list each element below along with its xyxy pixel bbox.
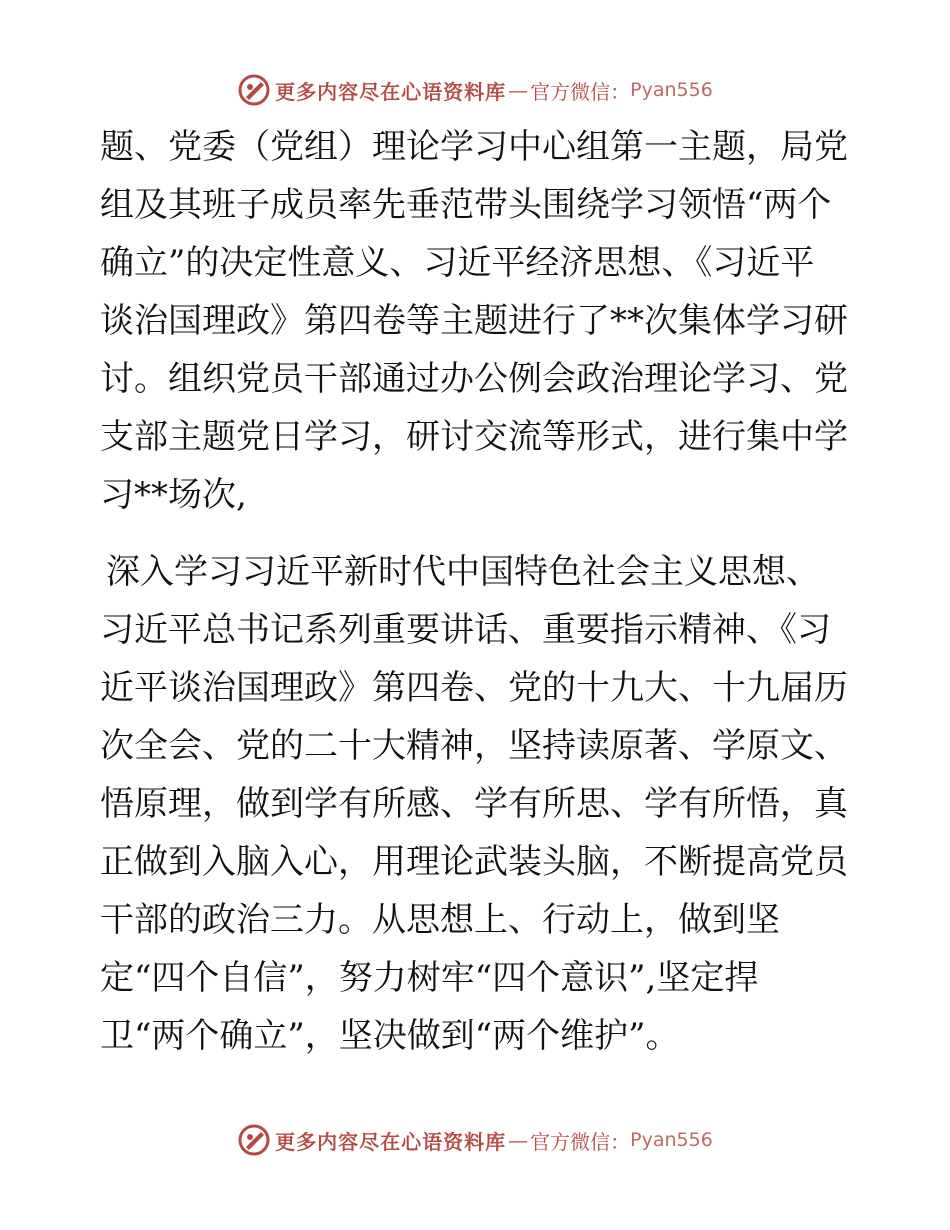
text-line: 卫“两个确立”，坚决做到“两个维护”。	[100, 1016, 680, 1056]
footer-watermark	[0, 1120, 950, 1160]
watermark-wechat-label: 官方微信：	[530, 1129, 631, 1154]
text-line: 近平谈治国理政》第四卷、党的十九大、十九届历	[100, 668, 848, 708]
watermark-brand-text: 更多内容尽在心语资料库	[275, 79, 507, 104]
text-line: 组及其班子成员率先垂范带头围绕学习领悟“两个	[100, 185, 832, 225]
text-line: 谈治国理政》第四卷等主题进行了**次集体学习研	[100, 301, 848, 341]
text-line: 悟原理，做到学有所感、学有所思、学有所悟，真	[100, 784, 848, 824]
paragraph-1	[100, 118, 850, 524]
text-line: 确立”的决定性意义、习近平经济思想、《习近平	[100, 243, 815, 283]
text-line: 习**场次,	[100, 475, 247, 515]
text-line: 支部主题党日学习，研讨交流等形式，进行集中学	[100, 417, 848, 457]
watermark-wechat-id: Pyan556	[630, 1129, 713, 1151]
text-line: 定“四个自信”，努力树牢“四个意识”,坚定捍	[100, 958, 759, 998]
header-watermark	[0, 70, 950, 110]
text-line: 次全会、党的二十大精神，坚持读原著、学原文、	[100, 726, 848, 766]
watermark-wechat-label: 官方微信：	[530, 79, 631, 104]
watermark-dash: —	[508, 1128, 529, 1152]
text-line: 习近平总书记系列重要讲话、重要指示精神、《习	[100, 610, 831, 650]
watermark-wechat-id: Pyan556	[630, 79, 713, 101]
brand-logo-icon	[237, 73, 271, 107]
text-line: 深入学习习近平新时代中国特色社会主义思想、	[106, 552, 820, 592]
paragraph-2	[100, 543, 850, 1065]
watermark-brand-text: 更多内容尽在心语资料库	[275, 1129, 507, 1154]
text-line: 题、党委（党组）理论学习中心组第一主题，局党	[100, 127, 848, 167]
watermark-dash: —	[508, 78, 529, 102]
text-line: 正做到入脑入心，用理论武装头脑，不断提高党员	[100, 842, 848, 882]
text-line: 讨。组织党员干部通过办公例会政治理论学习、党	[100, 359, 848, 399]
brand-logo-icon	[237, 1123, 271, 1157]
text-line: 干部的政治三力。从思想上、行动上，做到坚	[100, 900, 780, 940]
